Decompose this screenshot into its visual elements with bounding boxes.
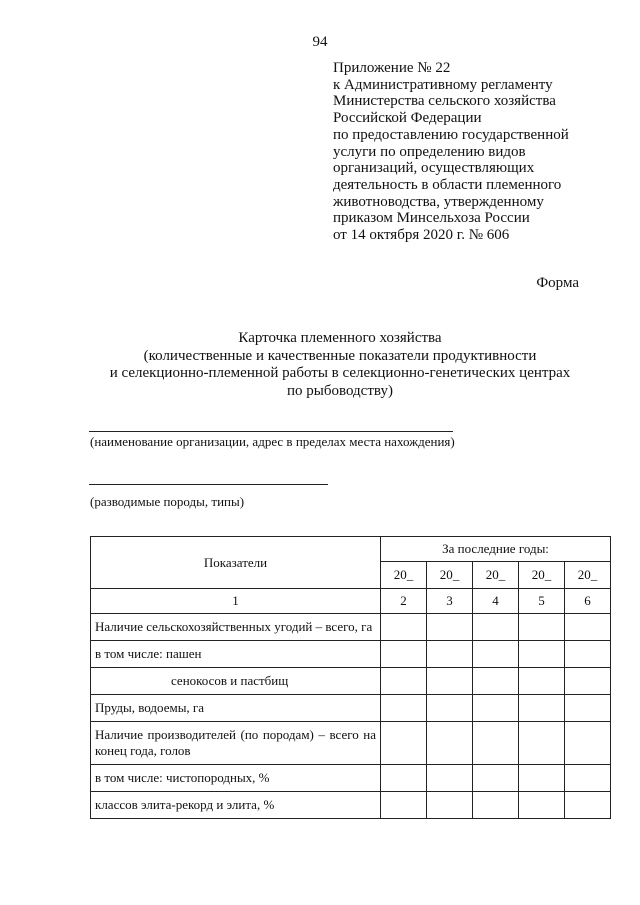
data-cell — [473, 641, 519, 668]
page-number: 94 — [312, 34, 328, 50]
data-cell — [519, 641, 565, 668]
data-cell — [381, 792, 427, 819]
header-indicators: Показатели — [91, 537, 381, 589]
table-header-row — [91, 537, 611, 562]
appendix-block — [333, 60, 623, 244]
data-cell — [565, 722, 611, 765]
column-number: 3 — [427, 589, 473, 614]
title-line: по рыбоводству) — [287, 382, 393, 399]
data-cell — [473, 695, 519, 722]
header-years: За последние годы: — [381, 537, 611, 562]
data-cell — [519, 668, 565, 695]
data-cell — [381, 668, 427, 695]
indicators-table — [90, 536, 611, 819]
data-cell — [427, 641, 473, 668]
row-label: в том числе: чистопородных, % — [91, 765, 381, 792]
data-cell — [473, 722, 519, 765]
appendix-line: от 14 октября 2020 г. № 606 — [333, 227, 510, 244]
column-number: 5 — [519, 589, 565, 614]
data-cell — [565, 614, 611, 641]
title-line: и селекционно-племенной работы в селекционно-генетических центрах — [109, 365, 571, 381]
data-cell — [427, 614, 473, 641]
row-label: классов элита-рекорд и элита, % — [91, 792, 381, 819]
data-cell — [427, 695, 473, 722]
data-cell — [519, 614, 565, 641]
appendix-line: по предоставлению государственной — [333, 126, 569, 143]
data-cell — [565, 792, 611, 819]
data-cell — [381, 695, 427, 722]
appendix-line: Приложение № 22 — [333, 60, 451, 76]
column-number: 4 — [473, 589, 519, 614]
column-number: 6 — [565, 589, 611, 614]
table-row — [91, 641, 611, 668]
data-cell — [427, 668, 473, 695]
column-number: 1 — [91, 589, 381, 614]
year-cell: 20_ — [565, 562, 611, 589]
title-line: (количественные и качественные показатели продуктивности — [143, 347, 537, 364]
year-cell: 20_ — [427, 562, 473, 589]
organization-blank-line — [89, 431, 453, 432]
title-line: Карточка племенного хозяйства — [238, 330, 442, 346]
data-cell — [565, 695, 611, 722]
data-cell — [427, 765, 473, 792]
year-cell: 20_ — [473, 562, 519, 589]
appendix-line: Министерства сельского хозяйства — [333, 93, 556, 110]
appendix-line: Российской Федерации — [333, 110, 482, 127]
data-cell — [427, 722, 473, 765]
table-row — [91, 722, 611, 765]
year-cell: 20_ — [381, 562, 427, 589]
table-row — [91, 792, 611, 819]
data-cell — [565, 641, 611, 668]
breeds-caption: (разводимые породы, типы) — [90, 494, 245, 509]
appendix-line: услуги по определению видов — [333, 143, 526, 160]
row-label: Наличие сельскохозяйственных угодий – всего, га — [91, 614, 381, 641]
column-number: 2 — [381, 589, 427, 614]
table-column-numbers-row — [91, 589, 611, 614]
data-cell — [473, 614, 519, 641]
data-cell — [519, 695, 565, 722]
table-row — [91, 668, 611, 695]
data-cell — [519, 792, 565, 819]
organization-caption: (наименование организации, адрес в пределах места нахождения) — [90, 434, 455, 449]
table-row — [91, 614, 611, 641]
form-label: Форма — [536, 275, 579, 291]
row-label: Пруды, водоемы, га — [91, 695, 381, 722]
data-cell — [473, 765, 519, 792]
year-cell: 20_ — [519, 562, 565, 589]
data-cell — [519, 722, 565, 765]
data-cell — [381, 722, 427, 765]
table-row — [91, 695, 611, 722]
data-cell — [381, 614, 427, 641]
row-label: в том числе: пашен — [91, 641, 381, 668]
data-cell — [381, 641, 427, 668]
data-cell — [427, 792, 473, 819]
data-cell — [519, 765, 565, 792]
table-row — [91, 765, 611, 792]
appendix-line: животноводства, утвержденному — [333, 193, 544, 210]
data-cell — [473, 668, 519, 695]
data-cell — [473, 792, 519, 819]
appendix-line: организаций, осуществляющих — [333, 160, 535, 177]
row-label: Наличие производителей (по породам) – всего на конец года, голов — [91, 722, 381, 765]
appendix-line: деятельность в области племенного — [333, 176, 562, 193]
breeds-blank-line — [89, 484, 328, 485]
data-cell — [565, 668, 611, 695]
card-title — [0, 330, 640, 400]
data-cell — [565, 765, 611, 792]
appendix-line: к Административному регламенту — [333, 76, 553, 93]
row-label: сенокосов и пастбищ — [91, 668, 381, 695]
appendix-line: приказом Минсельхоза России — [333, 210, 530, 227]
data-cell — [381, 765, 427, 792]
